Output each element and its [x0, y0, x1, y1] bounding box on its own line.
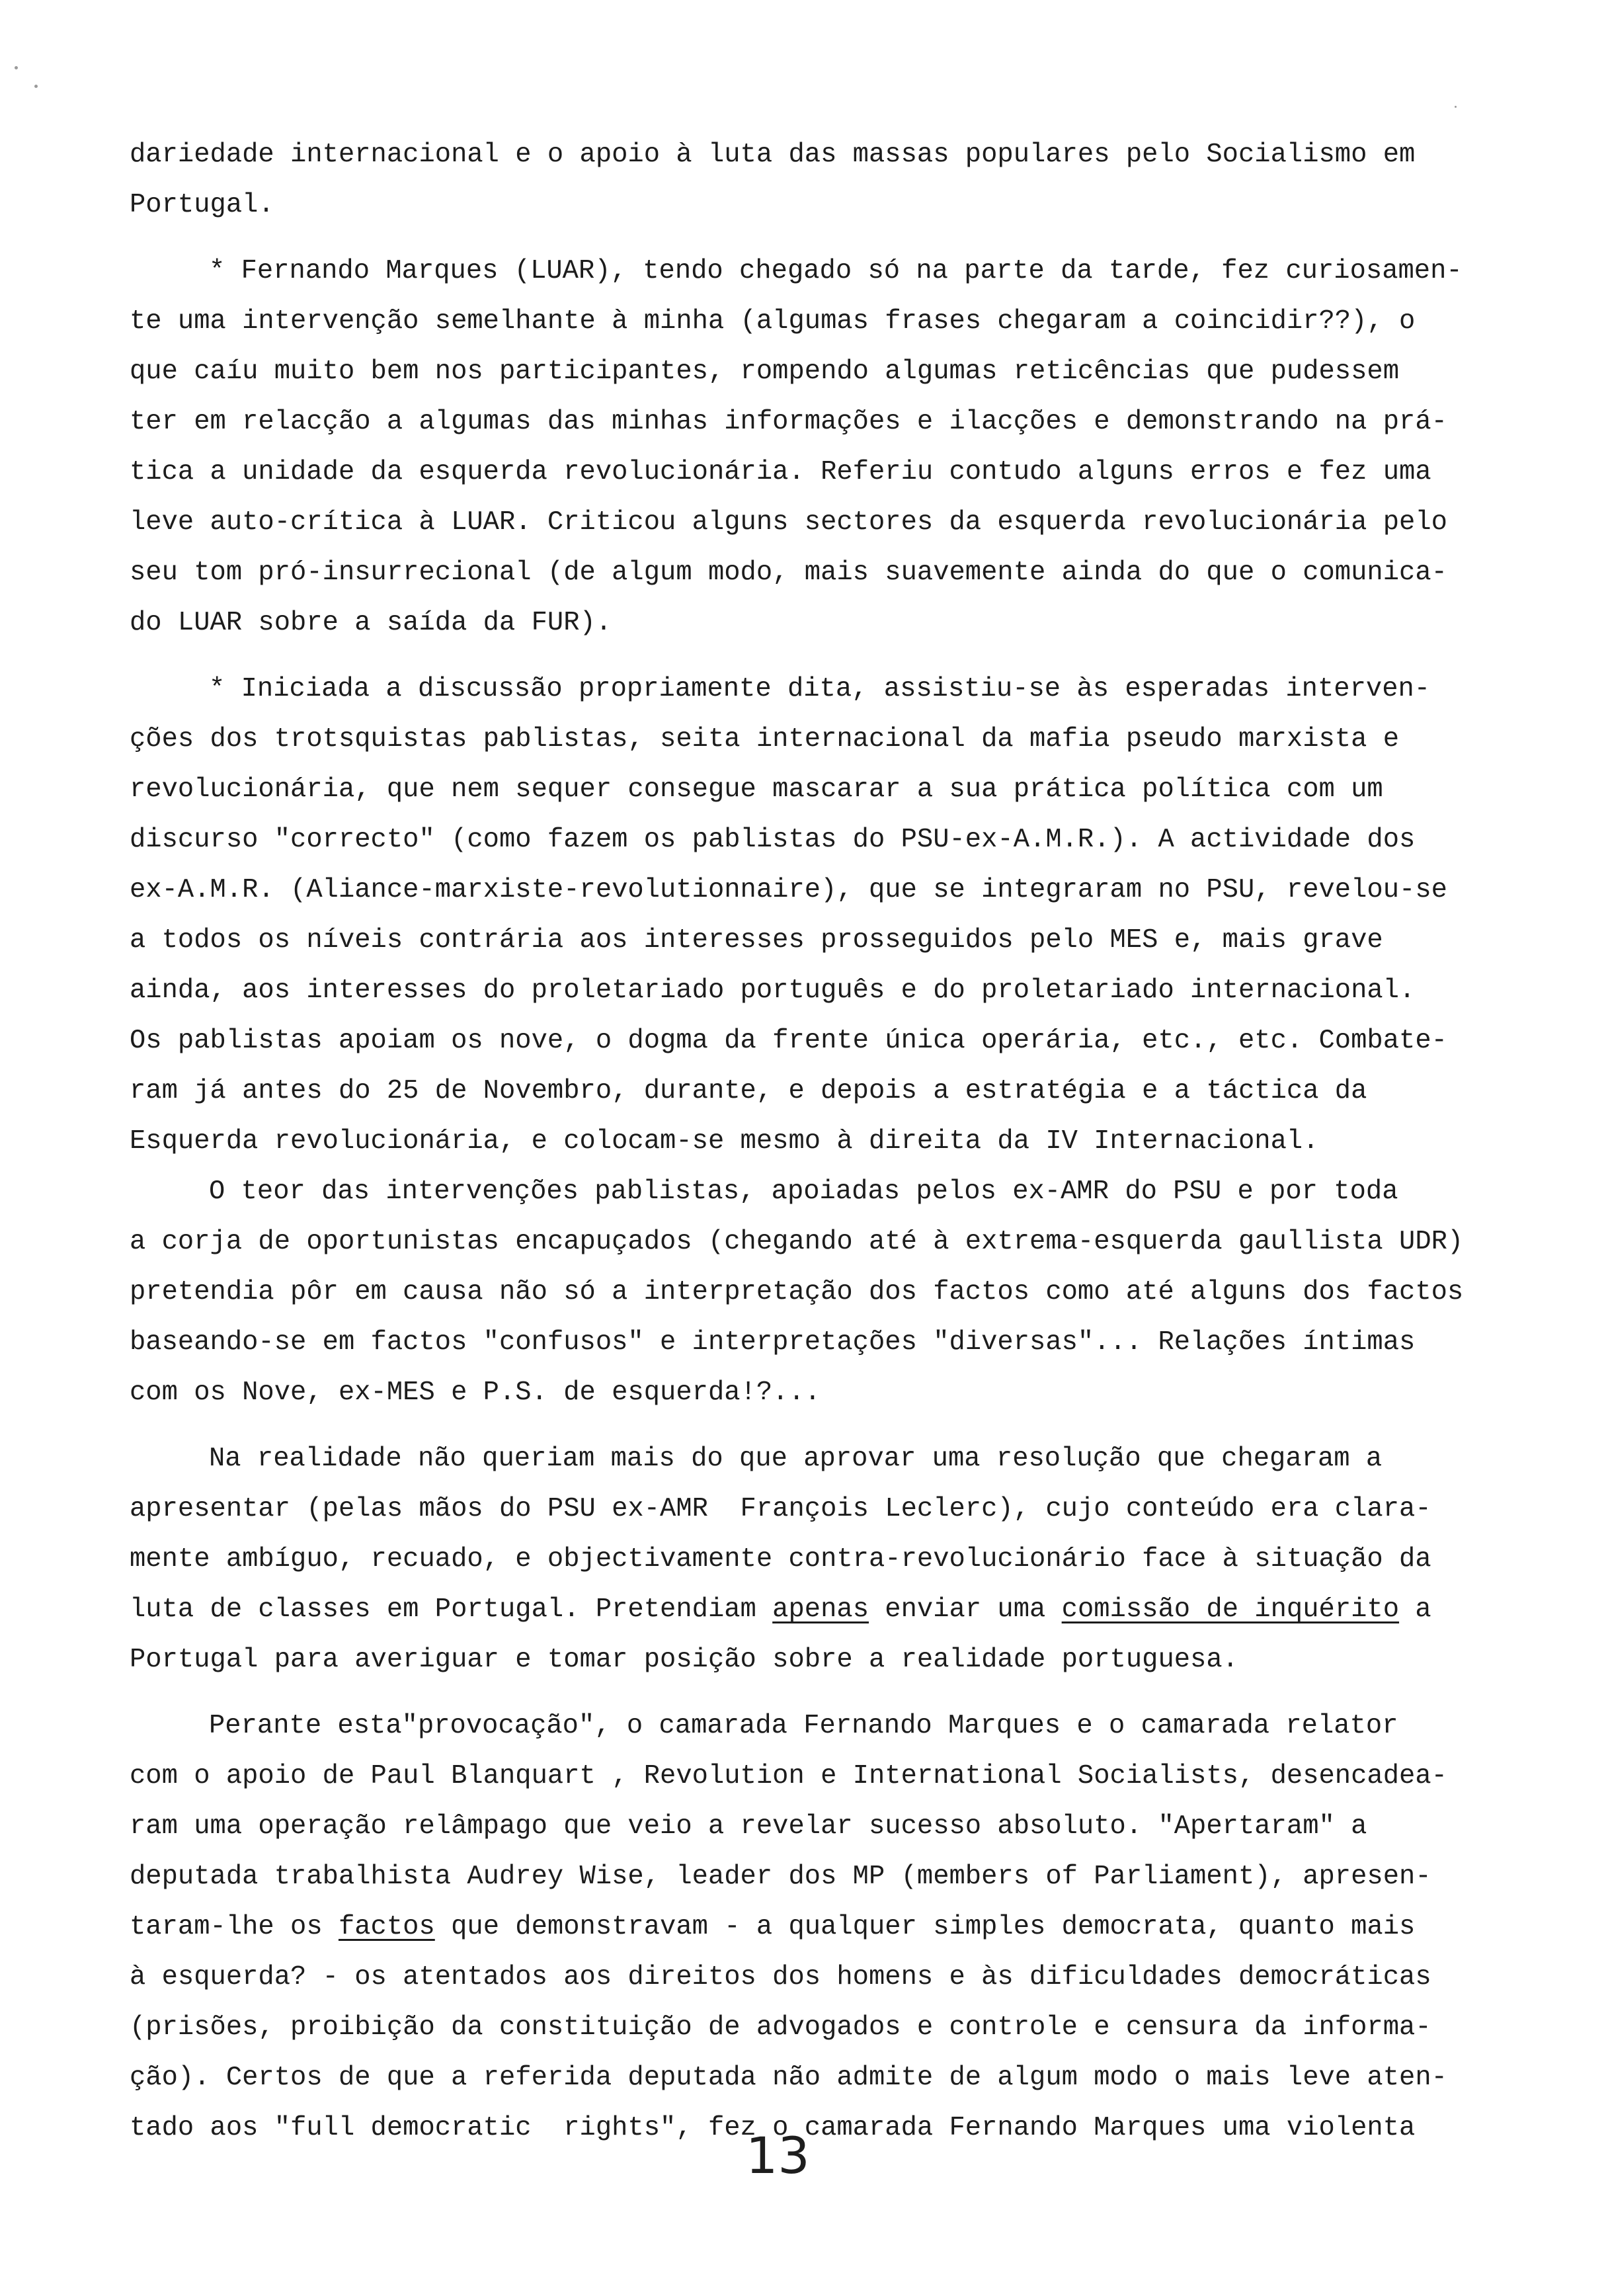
text-line: leve auto-crítica à LUAR. Criticou alguns sectores da esquerda revolucionária pelo	[130, 507, 1447, 538]
text-line: ainda, aos interesses do proletariado português e do proletariado internacional.	[130, 975, 1416, 1006]
text-line: dariedade internacional e o apoio à luta das massas populares pelo Socialismo em	[130, 140, 1416, 170]
text-line: ção). Certos de que a referida deputada não admite de algum modo o mais leve aten-	[130, 2063, 1447, 2093]
text-line: que caíu muito bem nos participantes, rompendo algumas reticências que pudessem	[130, 356, 1400, 387]
text-line: discurso "correcto" (como fazem os pablistas do PSU-ex-A.M.R.). A actividade dos	[130, 825, 1416, 855]
document-body	[130, 130, 1505, 2153]
text-line: Os pablistas apoiam os nove, o dogma da frente única operária, etc., etc. Combate-	[130, 1026, 1447, 1056]
text-line: pretendia pôr em causa não só a interpretação dos factos como até alguns dos factos	[130, 1277, 1464, 1307]
text-line: ter em relacção a algumas das minhas informações e ilacções e demonstrando na prá-	[130, 407, 1447, 437]
text-line: baseando-se em factos "confusos" e interpretações "diversas"... Relações íntimas	[130, 1327, 1416, 1358]
text-line: Portugal.	[130, 190, 274, 220]
paragraph-5	[130, 1701, 1505, 2153]
text-line: ram já antes do 25 de Novembro, durante, e depois a estratégia e a táctica da	[130, 1076, 1367, 1106]
paragraph-1	[130, 246, 1505, 648]
paragraph-4	[130, 1434, 1505, 1685]
text-line: taram-lhe os factos que demonstravam - a qualquer simples democrata, quanto mais	[130, 1912, 1416, 1942]
text-line: revolucionária, que nem sequer consegue mascarar a sua prática política com um	[130, 774, 1383, 805]
text-line: à esquerda? - os atentados aos direitos dos homens e às dificuldades democráticas	[130, 1962, 1431, 1992]
text-line: Perante esta"provocação", o camarada Fernando Marques e o camarada relator	[209, 1711, 1398, 1741]
text-line: O teor das intervenções pablistas, apoiadas pelos ex-AMR do PSU e por toda	[209, 1176, 1398, 1207]
scan-speck	[15, 66, 18, 69]
text-line: (prisões, proibição da constituição de advogados e controle e censura da informa-	[130, 2012, 1431, 2043]
underlined-word: factos	[338, 1912, 435, 1942]
paragraph-0	[130, 130, 1505, 230]
text-line: tica a unidade da esquerda revolucionária. Referiu contudo alguns erros e fez uma	[130, 457, 1431, 487]
text-line: Portugal para averiguar e tomar posição sobre a realidade portuguesa.	[130, 1645, 1238, 1675]
underlined-word: comissão de inquérito	[1061, 1594, 1400, 1625]
text-line: deputada trabalhista Audrey Wise, leader dos MP (members of Parliament), apresen-	[130, 1862, 1431, 1892]
text-line: luta de classes em Portugal. Pretendiam apenas enviar uma comissão de inquérito a	[130, 1594, 1431, 1625]
text-line: com o apoio de Paul Blanquart , Revolution e International Socialists, desencadea-	[130, 1761, 1447, 1791]
scan-speck	[1455, 106, 1457, 108]
text-line: te uma intervenção semelhante à minha (algumas frases chegaram a coincidir??), o	[130, 306, 1416, 337]
text-line: do LUAR sobre a saída da FUR).	[130, 608, 612, 638]
text-line: ex-A.M.R. (Aliance-marxiste-revolutionnaire), que se integraram no PSU, revelou-se	[130, 875, 1447, 905]
text-line: * Iniciada a discussão propriamente dita, assistiu-se às esperadas interven-	[209, 674, 1431, 704]
text-line: * Fernando Marques (LUAR), tendo chegado só na parte da tarde, fez curiosamen-	[209, 256, 1463, 286]
text-line: Esquerda revolucionária, e colocam-se mesmo à direita da IV Internacional.	[130, 1126, 1319, 1157]
text-line: apresentar (pelas mãos do PSU ex-AMR François Leclerc), cujo conteúdo era clara-	[130, 1494, 1431, 1524]
page-number: 13	[746, 2126, 810, 2185]
text-line: Na realidade não queriam mais do que aprovar uma resolução que chegaram a	[209, 1444, 1383, 1474]
paragraph-3	[130, 1167, 1505, 1418]
text-line: a corja de oportunistas encapuçados (chegando até à extrema-esquerda gaullista UDR)	[130, 1227, 1464, 1257]
text-line: ram uma operação relâmpago que veio a revelar sucesso absoluto. "Apertaram" a	[130, 1811, 1367, 1842]
paragraph-2	[130, 664, 1505, 1167]
text-line: com os Nove, ex-MES e P.S. de esquerda!?...	[130, 1377, 821, 1408]
text-line: ções dos trotsquistas pablistas, seita internacional da mafia pseudo marxista e	[130, 724, 1400, 755]
text-line: tado aos "full democratic rights", fez o camarada Fernando Marques uma violenta	[130, 2113, 1416, 2143]
scan-speck	[34, 85, 38, 88]
text-line: a todos os níveis contrária aos interesses prosseguidos pelo MES e, mais grave	[130, 925, 1383, 956]
underlined-word: apenas	[772, 1594, 869, 1625]
text-line: mente ambíguo, recuado, e objectivamente contra-revolucionário face à situação da	[130, 1544, 1431, 1575]
text-line: seu tom pró-insurrecional (de algum modo, mais suavemente ainda do que o comunica-	[130, 557, 1447, 588]
